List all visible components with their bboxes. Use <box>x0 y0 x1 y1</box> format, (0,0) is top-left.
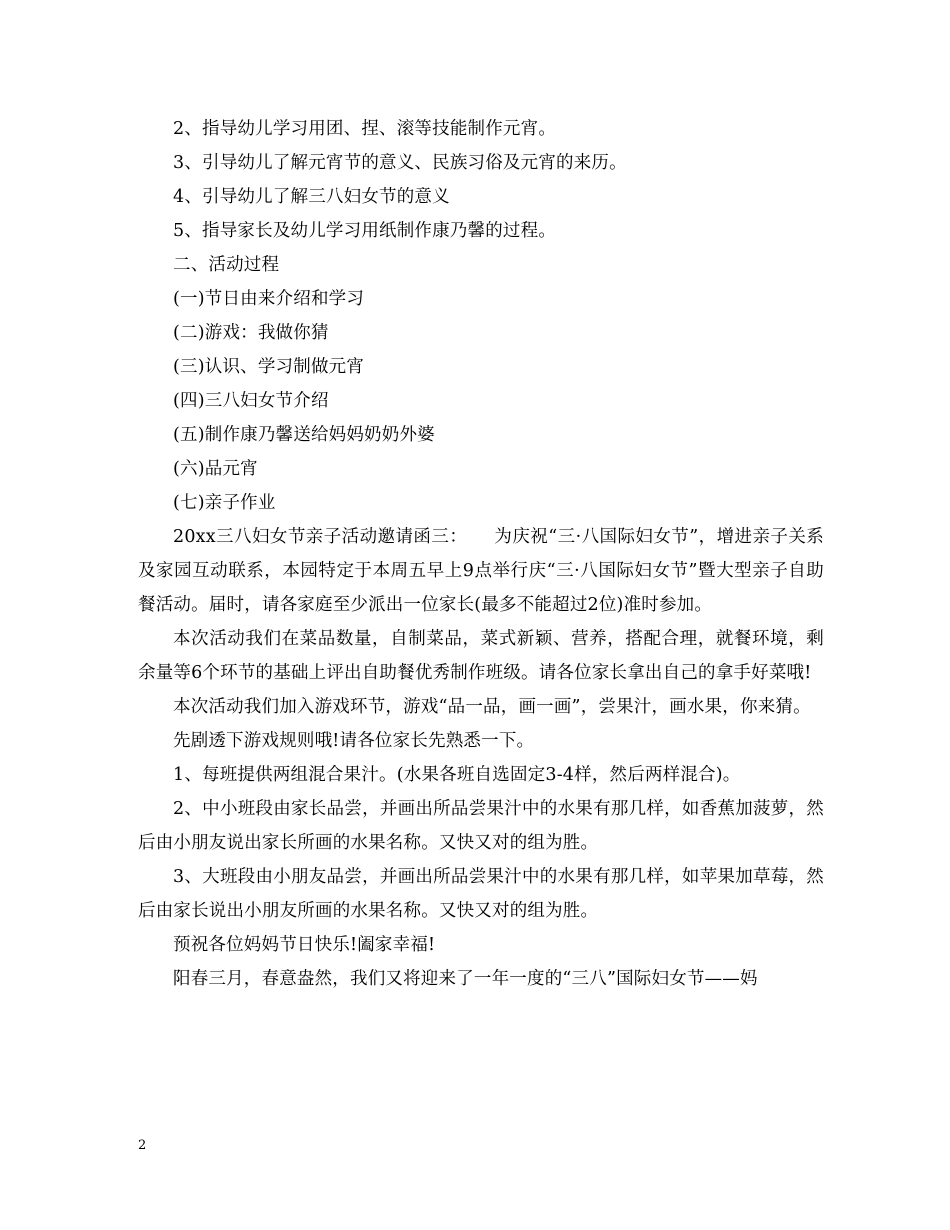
paragraph-rules-intro: 先剧透下游戏规则哦!请各位家长先熟悉一下。 <box>173 731 535 751</box>
process-step-5: (五)制作康乃馨送给妈妈奶奶外婆 <box>173 425 435 445</box>
paragraph-goal-5: 5、指导家长及幼儿学习用纸制作康乃馨的过程。 <box>173 221 557 241</box>
rule-1: 1、每班提供两组混合果汁。(水果各班自选固定3-4样，然后两样混合)。 <box>173 765 741 785</box>
process-step-1: (一)节日由来介绍和学习 <box>173 289 365 309</box>
process-step-3: (三)认识、学习制做元宵 <box>173 357 365 377</box>
paragraph-wishes: 预祝各位妈妈节日快乐!阖家幸福! <box>173 935 436 955</box>
process-step-4: (四)三八妇女节介绍 <box>173 391 329 411</box>
body-text <box>138 112 824 996</box>
process-step-2: (二)游戏：我做你猜 <box>173 323 329 343</box>
paragraph-goal-2: 2、指导幼儿学习用团、捏、滚等技能制作元宵。 <box>173 119 557 139</box>
process-step-7: (七)亲子作业 <box>173 493 276 513</box>
paragraph-dishes: 本次活动我们在菜品数量，自制菜品，菜式新颖、营养，搭配合理，就餐环境，剩余量等6个环节的基础上评出自助餐优秀制作班级。请各位家长拿出自己的拿手好菜哦! <box>138 629 824 683</box>
paragraph-spring: 阳春三月，春意盎然，我们又将迎来了一年一度的“三八”国际妇女节——妈 <box>173 969 758 989</box>
rule-3: 3、大班段由小朋友品尝，并画出所品尝果汁中的水果有那几样，如苹果加草莓，然后由家长说出小朋友所画的水果名称。又快又对的组为胜。 <box>138 867 824 921</box>
process-step-6: (六)品元宵 <box>173 459 258 479</box>
page-number: 2 <box>138 1138 147 1153</box>
invitation-intro: 20xx三八妇女节亲子活动邀请函三： 为庆祝“三·八国际妇女节”，增进亲子关系及家园互动联系，本园特定于本周五早上9点举行庆“三·八国际妇女节”暨大型亲子自助餐活动。届时，请各家庭至少派出一位家长(最多不能超过2位)准时参加。 <box>138 527 824 615</box>
paragraph-goal-4: 4、引导幼儿了解三八妇女节的意义 <box>173 187 450 207</box>
paragraph-game: 本次活动我们加入游戏环节，游戏“品一品，画一画”，尝果汁，画水果，你来猜。 <box>173 697 811 717</box>
paragraph-goal-3: 3、引导幼儿了解元宵节的意义、民族习俗及元宵的来历。 <box>173 153 627 173</box>
section-heading-process: 二、活动过程 <box>173 255 280 275</box>
rule-2: 2、中小班段由家长品尝，并画出所品尝果汁中的水果有那几样，如香蕉加菠萝，然后由小朋友说出家长所画的水果名称。又快又对的组为胜。 <box>138 799 824 853</box>
